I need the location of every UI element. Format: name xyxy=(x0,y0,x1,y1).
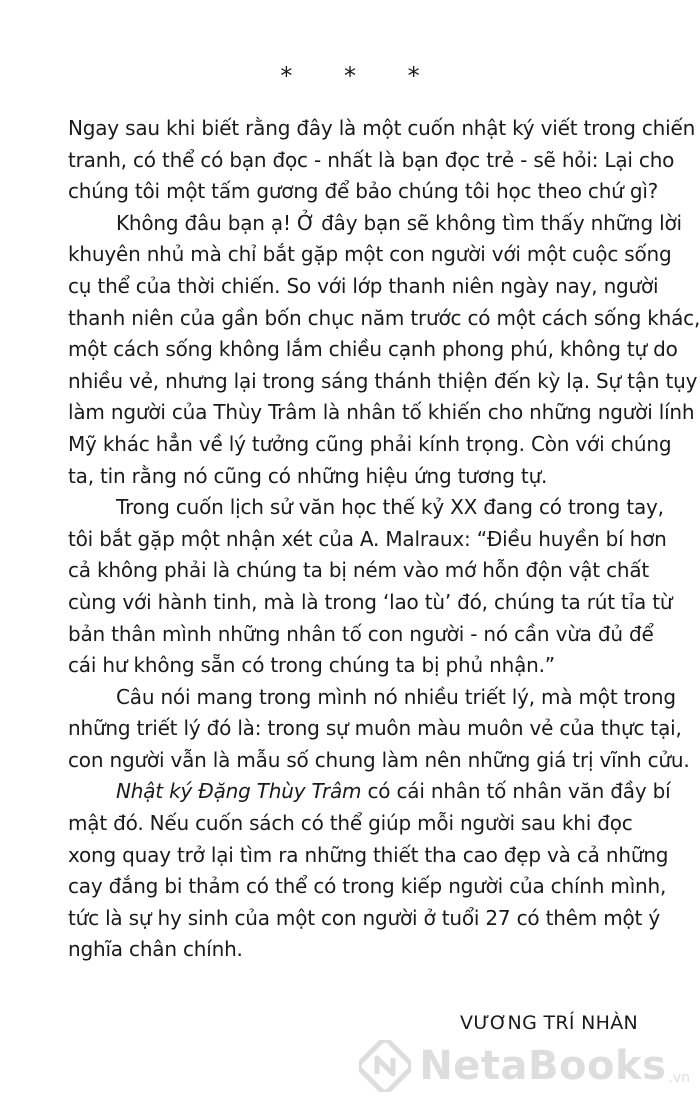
text-line: cay đắng bi thảm có thể có trong kiếp người của chính mình, xyxy=(68,874,667,899)
text-line: cả không phải là chúng ta bị ném vào mớ hỗn độn vật chất xyxy=(68,558,650,583)
paragraph-1 xyxy=(68,113,696,208)
text-line: nghĩa chân chính. xyxy=(68,937,243,962)
section-separator: * * * xyxy=(280,62,442,90)
text-line: khuyên nhủ mà chỉ bắt gặp một con người với một cuộc sống xyxy=(68,242,672,267)
paragraph-5 xyxy=(68,776,671,966)
text-line: những triết lý đó là: trong sự muôn màu muôn vẻ của thực tại, xyxy=(68,716,682,741)
text-line: con người vẫn là mẫu số chung làm nên những giá trị vĩnh cửu. xyxy=(68,747,690,772)
watermark-suffix: .vn xyxy=(668,1070,690,1086)
text-line: mật đó. Nếu cuốn sách có thể giúp mỗi người sau khi đọc xyxy=(68,811,633,836)
text-line: Trong cuốn lịch sử văn học thế kỷ XX đang có trong tay, xyxy=(116,495,664,520)
text-line: chúng tôi một tấm gương để bảo chúng tôi học theo chứ gì? xyxy=(68,179,659,204)
text-line: tôi bắt gặp một nhận xét của A. Malraux: “Điều huyền bí hơn xyxy=(68,526,667,551)
paragraph-4 xyxy=(68,682,690,777)
book-title: Nhật ký Đặng Thùy Trâm xyxy=(116,779,362,804)
text-line: làm người của Thùy Trâm là nhân tố khiến cho những người lính xyxy=(68,400,695,425)
text-line: thanh niên của gần bốn chục năm trước có một cách sống khác, xyxy=(68,305,700,330)
body-text xyxy=(68,113,700,966)
text-line: bản thân mình những nhân tố con người - nó cần vừa đủ để xyxy=(68,621,654,646)
text-line: xong quay trở lại tìm ra những thiết tha cao đẹp và cả những xyxy=(68,842,669,867)
text-line: tranh, có thể có bạn đọc - nhất là bạn đọc trẻ - sẽ hỏi: Lại cho xyxy=(68,147,675,172)
text-line: nhiều vẻ, nhưng lại trong sáng thánh thiện đến kỳ lạ. Sự tận tụy xyxy=(68,368,698,393)
text-line: ta, tin rằng nó cũng có những hiệu ứng tương tự. xyxy=(68,463,548,488)
text-line: Câu nói mang trong mình nó nhiều triết lý, mà một trong xyxy=(116,684,676,709)
text-line: tức là sự hy sinh của một con người ở tuổi 27 có thêm một ý xyxy=(68,905,660,930)
text-line: cụ thể của thời chiến. So với lớp thanh niên ngày nay, người xyxy=(68,273,659,298)
text-fragment: có cái nhân tố nhân văn đầy bí xyxy=(361,779,671,804)
text-line: Ngay sau khi biết rằng đây là một cuốn nhật ký viết trong chiến xyxy=(68,116,696,140)
watermark-brand: NetaBooks xyxy=(419,1043,667,1089)
text-line: Không đâu bạn ạ! Ở đây bạn sẽ không tìm thấy những lời xyxy=(116,210,682,235)
text-line: Mỹ khác hẳn về lý tưởng cũng phải kính trọng. Còn với chúng xyxy=(68,431,672,456)
text-line: cái hư không sẵn có trong chúng ta bị phủ nhận.” xyxy=(68,653,555,678)
text-line-with-title xyxy=(68,776,671,808)
paragraph-3 xyxy=(68,492,673,682)
text-line: một cách sống không lắm chiều cạnh phong phú, không tự do xyxy=(68,337,678,362)
watermark xyxy=(359,1040,690,1092)
netabooks-logo-icon xyxy=(359,1040,411,1092)
author-signature: VƯƠNG TRÍ NHÀN xyxy=(460,1012,638,1034)
text-line: cùng với hành tinh, mà là trong ‘lao tù’ đó, chúng ta rút tỉa từ xyxy=(68,589,673,614)
paragraph-2 xyxy=(68,208,700,492)
